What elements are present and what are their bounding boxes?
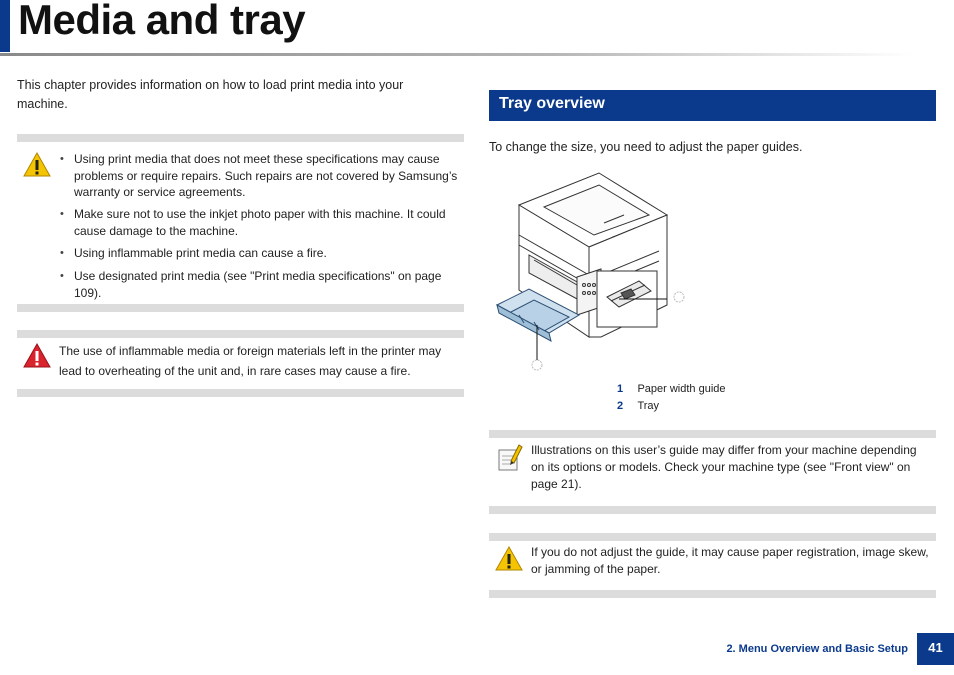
section-title: Tray overview [499,95,605,112]
callout-item [617,396,917,413]
caution-icon [495,546,523,577]
list-item: • Using inflammable print media can cause a fire. [60,245,460,262]
callout-item [617,379,917,396]
printer-illustration [489,165,699,375]
callout-number: 1 [617,383,624,395]
page-number-badge [917,633,954,665]
callout-legend [617,379,917,413]
callout-label: Tray [637,400,660,412]
note-pencil-icon [497,443,523,478]
info-text: Illustrations on this user’s guide may differ from your machine depending on its options or models. Check your machine type (see "Front view" on page 21). [531,443,917,491]
info-note [489,430,936,514]
tray-intro: To change the size, you need to adjust the paper guides. [489,140,803,154]
guide-caution-note [489,533,936,598]
list-item: • Make sure not to use the inkjet photo paper with this machine. It could cause damage to the machine. [60,206,460,239]
caution-list [60,151,460,307]
page-number: 41 [928,640,943,655]
section-header [489,90,936,121]
page-title: Media and tray [18,0,306,43]
caution-text: If you do not adjust the guide, it may cause paper registration, image skew, or jamming of the paper. [531,545,929,576]
warning-text: The use of inflammable media or foreign materials left in the printer may lead to overheating of the unit and, in rare cases may cause a fire. [59,344,442,378]
caution-icon [23,152,51,183]
chapter-intro: This chapter provides information on how to load print media into your machine. [17,78,404,111]
title-divider [0,53,912,56]
footer-chapter-label: 2. Menu Overview and Basic Setup [726,643,908,655]
caution-note [17,134,464,312]
printer-tray-drawing [489,165,699,375]
warning-note [17,330,464,397]
callout-label: Paper width guide [637,383,726,395]
title-accent-bar [0,0,10,52]
list-item: • Using print media that does not meet these specifications may cause problems or require repairs. Such repairs are not covered by Samsung’s warranty or service agreements. [60,151,460,201]
callout-number: 2 [617,400,624,412]
warning-icon [23,343,51,374]
list-item: • Use designated print media (see "Print media specifications" on page 109). [60,268,460,301]
